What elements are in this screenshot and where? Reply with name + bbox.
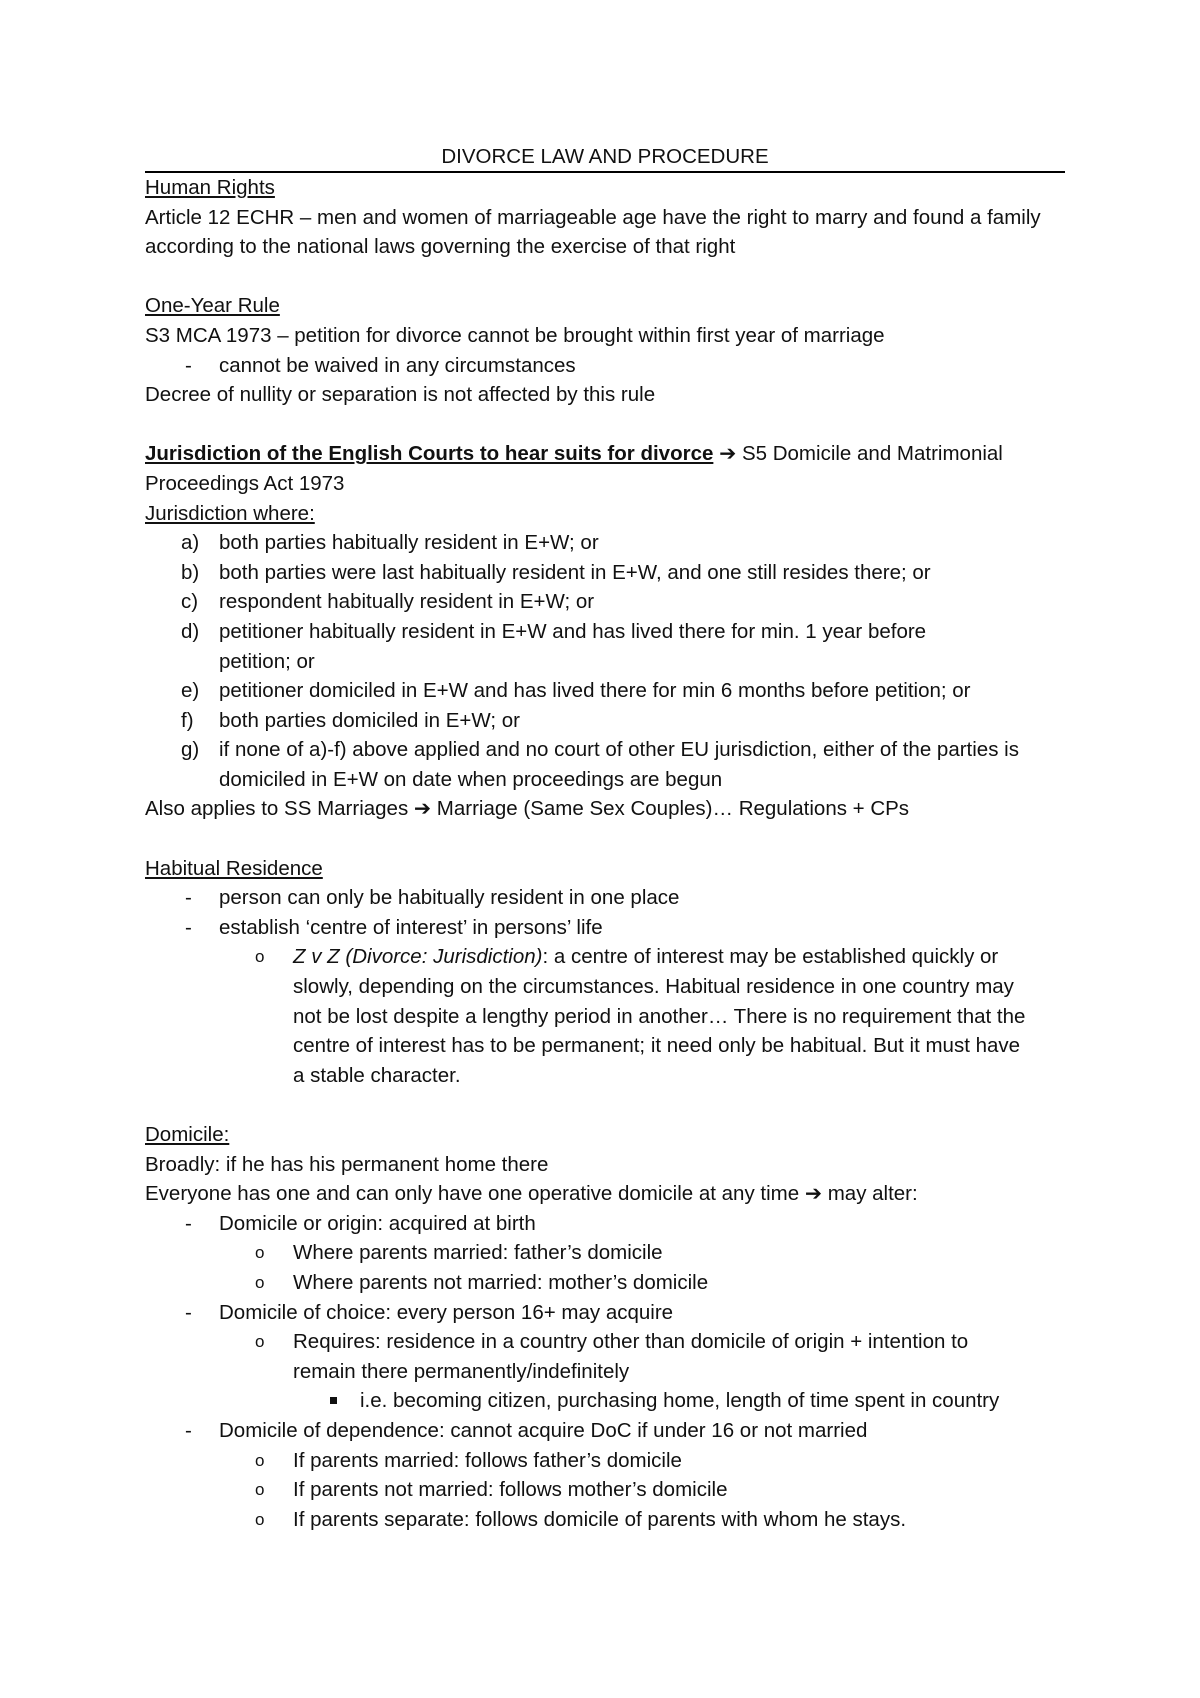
domicile-choice: - Domicile of choice: every person 16+ may acquire (145, 1298, 1065, 1328)
spacer (145, 824, 1065, 854)
document-body (145, 146, 1065, 1534)
human-rights-text: Article 12 ECHR – men and women of marriageable age have the right to marry and found a family according to the national laws governing the exercise of that right (145, 205, 1041, 259)
arrow-icon: ➔ (804, 1182, 823, 1206)
jurisdiction-where: Jurisdiction where: (145, 501, 315, 525)
domicile-dep-3: o If parents separate: follows domicile of parents with whom he stays. (145, 1505, 1065, 1535)
domicile-choice-1a: i.e. becoming citizen, purchasing home, length of time spent in country (145, 1386, 1065, 1416)
jurisdiction-item-g: g) if none of a)-f) above applied and no court of other EU jurisdiction, either of the parties is domiciled in E+W on date when proceedings are begun (181, 738, 1019, 791)
arrow-icon: ➔ (719, 442, 737, 466)
domicile-origin: - Domicile or origin: acquired at birth (145, 1209, 1065, 1239)
circle-marker: o (255, 1450, 265, 1470)
domicile-origin-2: o Where parents not married: mother’s domicile (145, 1268, 1065, 1298)
dash-marker: - (185, 886, 192, 910)
habitual-heading: Habitual Residence (145, 856, 323, 880)
one-year-heading: One-Year Rule (145, 294, 280, 318)
jurisdiction-also-applies: Also applies to SS Marriages ➔ Marriage (Same Sex Couples)… Regulations + CPs (145, 797, 910, 821)
jurisdiction-item-e: e) petitioner domiciled in E+W and has lived there for min 6 months before petition; or (181, 679, 971, 703)
domicile-origin-1: o Where parents married: father’s domicile (145, 1238, 1065, 1268)
domicile-everyone: Everyone has one and can only have one operative domicile at any time ➔ may alter: (145, 1182, 918, 1206)
jurisdiction-item-c: c) respondent habitually resident in E+W; or (181, 590, 595, 614)
habitual-case: o Z v Z (Divorce: Jurisdiction): a centre of interest may be established quickly or slowly, depending on the circumstances. Habitual residence in one country may not be lost despite a lengthy period in another… There is no requirement that the centre of interest has to be permanent; it need only be habitual. But it must have a stable character. (145, 942, 1033, 1090)
spacer (145, 410, 1065, 440)
dash-marker: - (185, 353, 192, 377)
domicile-dep-2: o If parents not married: follows mother’s domicile (145, 1475, 1065, 1505)
dash-marker: - (185, 915, 192, 939)
one-year-line-2: Decree of nullity or separation is not affected by this rule (145, 383, 656, 407)
domicile-heading: Domicile: (145, 1123, 230, 1146)
case-name: Z v Z (Divorce: Jurisdiction) (293, 945, 543, 969)
human-rights-heading: Human Rights (145, 176, 275, 199)
one-year-line-1: S3 MCA 1973 – petition for divorce cannot be brought within first year of marriage (145, 323, 885, 347)
dash-marker: - (185, 1300, 192, 1324)
jurisdiction-heading: Jurisdiction of the English Courts to hear suits for divorce ➔ S5 Domicile and Matrimonial Proceedings Act 1973 (145, 442, 1003, 495)
jurisdiction-item-d: d) petitioner habitually resident in E+W and has lived there for min. 1 year before petition; or (181, 619, 927, 673)
habitual-bullet-1: - person can only be habitually resident in one place (145, 883, 1065, 913)
jurisdiction-item-b: b) both parties were last habitually resident in E+W, and one still resides there; or (181, 560, 931, 584)
arrow-icon: ➔ (413, 797, 432, 821)
document-title: DIVORCE LAW AND PROCEDURE (145, 146, 1065, 173)
spacer (145, 1090, 1065, 1120)
circle-marker: o (255, 1243, 265, 1263)
domicile-dependence: - Domicile of dependence: cannot acquire DoC if under 16 or not married (145, 1416, 1065, 1446)
jurisdiction-item-f: f) both parties domiciled in E+W; or (181, 708, 521, 732)
square-bullet-icon (330, 1397, 337, 1404)
dash-marker: - (185, 1418, 192, 1442)
spacer (145, 262, 1065, 292)
domicile-broadly: Broadly: if he has his permanent home there (145, 1152, 549, 1176)
domicile-dep-1: o If parents married: follows father’s domicile (145, 1446, 1065, 1476)
one-year-bullet: - cannot be waived in any circumstances (145, 351, 1065, 381)
domicile-choice-1: o Requires: residence in a country other than domicile of origin + intention to remain there permanently/indefinitely (145, 1327, 1033, 1386)
circle-marker: o (255, 1272, 265, 1292)
circle-marker: o (255, 1480, 265, 1500)
dash-marker: - (185, 1211, 192, 1235)
circle-marker: o (255, 1332, 265, 1352)
jurisdiction-item-a: a) both parties habitually resident in E+W; or (181, 531, 599, 555)
circle-marker: o (255, 1509, 265, 1529)
habitual-bullet-2: - establish ‘centre of interest’ in persons’ life (145, 913, 1065, 943)
circle-marker: o (255, 947, 265, 967)
